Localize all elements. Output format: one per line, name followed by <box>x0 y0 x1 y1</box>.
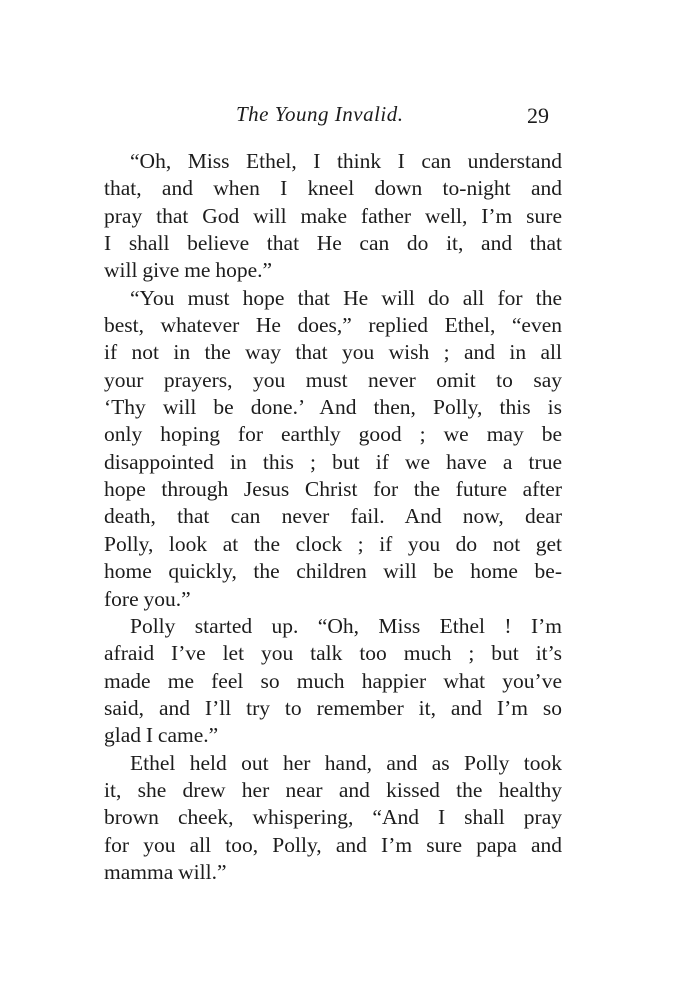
text-line: glad I came.” <box>104 723 219 748</box>
text-line: best, whatever He does,” replied Ethel, “even <box>104 313 562 338</box>
text-line: for you all too, Polly, and I’m sure papa and <box>104 832 562 857</box>
text-line: afraid I’ve let you talk too much ; but it’s <box>104 641 562 666</box>
text-line: made me feel so much happier what you’ve <box>104 668 562 693</box>
text-line: Polly started up. “Oh, Miss Ethel ! I’m <box>130 613 562 638</box>
page-number: 29 <box>527 103 549 128</box>
text-line: brown cheek, whispering, “And I shall pray <box>104 805 562 830</box>
text-line: will give me hope.” <box>104 258 273 283</box>
text-line: only hoping for earthly good ; we may be <box>104 422 562 447</box>
text-line: death, that can never fail. And now, dear <box>104 504 562 529</box>
text-line: disappointed in this ; but if we have a true <box>104 449 562 474</box>
text-line: if not in the way that you wish ; and in all <box>104 340 562 365</box>
text-line: hope through Jesus Christ for the future after <box>104 477 562 502</box>
text-line: “Oh, Miss Ethel, I think I can understand <box>130 149 562 173</box>
text-line: fore you.” <box>104 586 191 611</box>
body-text <box>104 148 562 886</box>
text-line: Polly, look at the clock ; if you do not get <box>104 531 562 556</box>
text-line: it, she drew her near and kissed the healthy <box>104 777 562 802</box>
text-line: ‘Thy will be done.’ And then, Polly, this is <box>104 395 562 420</box>
text-line: Ethel held out her hand, and as Polly took <box>130 750 562 775</box>
text-line: your prayers, you must never omit to say <box>104 367 562 392</box>
text-line: said, and I’ll try to remember it, and I’m so <box>104 695 562 720</box>
text-line: that, and when I kneel down to-night and <box>104 176 562 201</box>
text-line: I shall believe that He can do it, and that <box>104 231 562 256</box>
text-line: home quickly, the children will be home be- <box>104 559 562 584</box>
text-line: “You must hope that He will do all for the <box>130 285 562 310</box>
running-title: The Young Invalid. <box>236 102 404 126</box>
text-line: mamma will.” <box>104 859 227 884</box>
text-line: pray that God will make father well, I’m sure <box>104 203 562 228</box>
